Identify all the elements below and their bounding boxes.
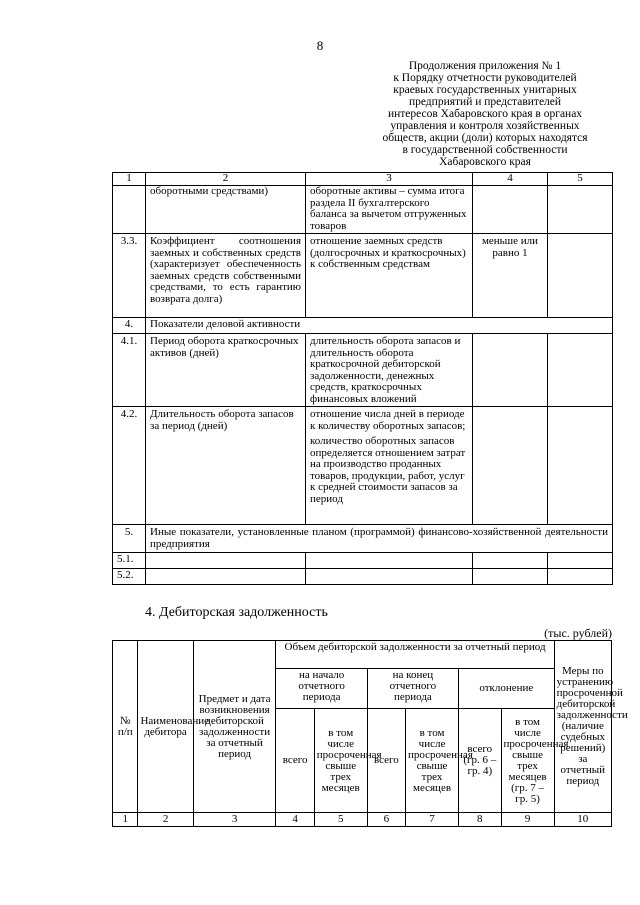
column-number: 2	[146, 173, 306, 186]
indicator-formula	[306, 553, 473, 569]
header-cell: Меры по устранению просроченной дебиторской задолженности (наличие судебных решений) за отчетный период	[554, 641, 611, 813]
header-cell: всего	[367, 709, 405, 813]
header-cell: всего (гр. 6 – гр. 4)	[459, 709, 501, 813]
indicator-name	[146, 553, 306, 569]
indicator-norm	[473, 186, 548, 234]
header-cell: в том числе просроченная свыше трех месяцев	[314, 709, 367, 813]
indicators-table	[112, 172, 613, 585]
header-cell: отклонение	[459, 669, 555, 709]
table-row	[113, 234, 613, 318]
indicator-name	[146, 569, 306, 585]
table-row	[113, 569, 613, 585]
indicator-norm	[473, 553, 548, 569]
row-number	[113, 186, 146, 234]
column-number: 2	[138, 813, 193, 827]
indicator-formula	[306, 569, 473, 585]
row-number: 5.2.	[113, 569, 146, 585]
table-header-row	[113, 173, 613, 186]
appendix-header-line: Продолжения приложения № 1	[408, 60, 562, 72]
receivables-table	[112, 640, 628, 827]
row-number: 4.2.	[113, 407, 146, 525]
column-number: 4	[276, 813, 314, 827]
indicator-value	[548, 234, 613, 318]
header-cell: в том числе просроченная свыше трех месяцев (гр. 7 – гр. 5)	[501, 709, 554, 813]
indicator-name: Период оборота краткосрочных активов (дней)	[146, 334, 306, 407]
column-number: 5	[314, 813, 367, 827]
appendix-header-line: управления и контроля хозяйственных	[390, 120, 580, 132]
indicator-norm	[473, 334, 548, 407]
appendix-header-line: Хабаровского края	[439, 156, 531, 168]
column-number: 1	[113, 813, 138, 827]
header-cell: в том числе просроченная свыше трех месяцев	[405, 709, 458, 813]
table-row	[113, 525, 613, 553]
column-number: 5	[548, 173, 613, 186]
indicator-formula: длительность оборота запасов и длительность оборота краткосрочной дебиторской задолженности, денежных средств, краткосрочных финансовых вложений	[306, 334, 473, 407]
column-number: 3	[193, 813, 276, 827]
table-row	[113, 318, 613, 334]
indicator-norm: меньше или равно 1	[473, 234, 548, 318]
header-cell: Наименование дебитора	[138, 641, 193, 813]
header-cell: всего	[276, 709, 314, 813]
indicator-norm	[473, 569, 548, 585]
indicator-formula: оборотные активы – сумма итога раздела II бухгалтерского баланса за вычетом отгруженных товаров	[306, 186, 473, 234]
indicator-formula	[306, 407, 473, 525]
appendix-header-line: предприятий и представителей	[408, 96, 562, 108]
column-number: 1	[113, 173, 146, 186]
appendix-header-line: обществ, акции (доли) которых находятся	[382, 132, 588, 144]
appendix-header	[360, 60, 610, 168]
column-number: 8	[459, 813, 501, 827]
row-number: 5.1.	[113, 553, 146, 569]
table-row	[113, 553, 613, 569]
indicator-value	[548, 407, 613, 525]
column-number: 6	[367, 813, 405, 827]
units-label: (тыс. рублей)	[544, 626, 612, 640]
indicator-formula: отношение заемных средств (долгосрочных и краткосрочных) к собственным средствам	[306, 234, 473, 318]
appendix-header-line: к Порядку отчетности руководителей	[393, 72, 577, 84]
row-number: 4.	[113, 318, 146, 334]
indicator-value	[548, 569, 613, 585]
row-number: 3.3.	[113, 234, 146, 318]
formula-part: отношение числа дней в периоде к количеству оборотных запасов;	[310, 408, 466, 432]
header-cell: Предмет и дата возникновения дебиторской задолженности за отчетный период	[193, 641, 276, 813]
indicator-name: Длительность оборота запасов за период (дней)	[146, 407, 306, 525]
column-number: 10	[554, 813, 611, 827]
header-cell: Объем дебиторской задолженности за отчетный период	[276, 641, 554, 669]
appendix-header-line: интересов Хабаровского края в органах	[387, 108, 583, 120]
header-cell: № п/п	[113, 641, 138, 813]
section-title: 4. Дебиторская задолженность	[145, 605, 328, 620]
indicator-value	[548, 553, 613, 569]
row-number: 4.1.	[113, 334, 146, 407]
column-number: 3	[306, 173, 473, 186]
column-number: 4	[473, 173, 548, 186]
section-heading: Иные показатели, установленные планом (программой) финансово-хозяйственной деятельности предприятия	[146, 525, 613, 553]
table-header-row	[113, 641, 612, 669]
formula-part: количество оборотных запасов определяется отношением затрат на производство проданных товаров, продукции, работ, услуг к средней стоимости запасов за период	[310, 435, 466, 505]
header-cell: на начало отчетного периода	[276, 669, 367, 709]
indicator-name: Коэффициент соотношения заемных и собственных средств (характеризует обеспеченность заемных средств собственными средствами, то есть гарантию возврата долга)	[146, 234, 306, 318]
column-number: 7	[405, 813, 458, 827]
column-number: 9	[501, 813, 554, 827]
header-cell: на конец отчетного периода	[367, 669, 458, 709]
column-numbers-row	[113, 813, 612, 827]
table-row	[113, 186, 613, 234]
row-number: 5.	[113, 525, 146, 553]
section-heading: Показатели деловой активности	[146, 318, 613, 334]
appendix-header-line: краевых государственных унитарных	[393, 84, 577, 96]
indicator-norm	[473, 407, 548, 525]
indicator-value	[548, 186, 613, 234]
table-row	[113, 334, 613, 407]
appendix-header-line: в государственной собственности	[402, 144, 568, 156]
indicator-name: оборотными средствами)	[146, 186, 306, 234]
table-row	[113, 407, 613, 525]
page-number: 8	[316, 38, 324, 53]
indicator-value	[548, 334, 613, 407]
